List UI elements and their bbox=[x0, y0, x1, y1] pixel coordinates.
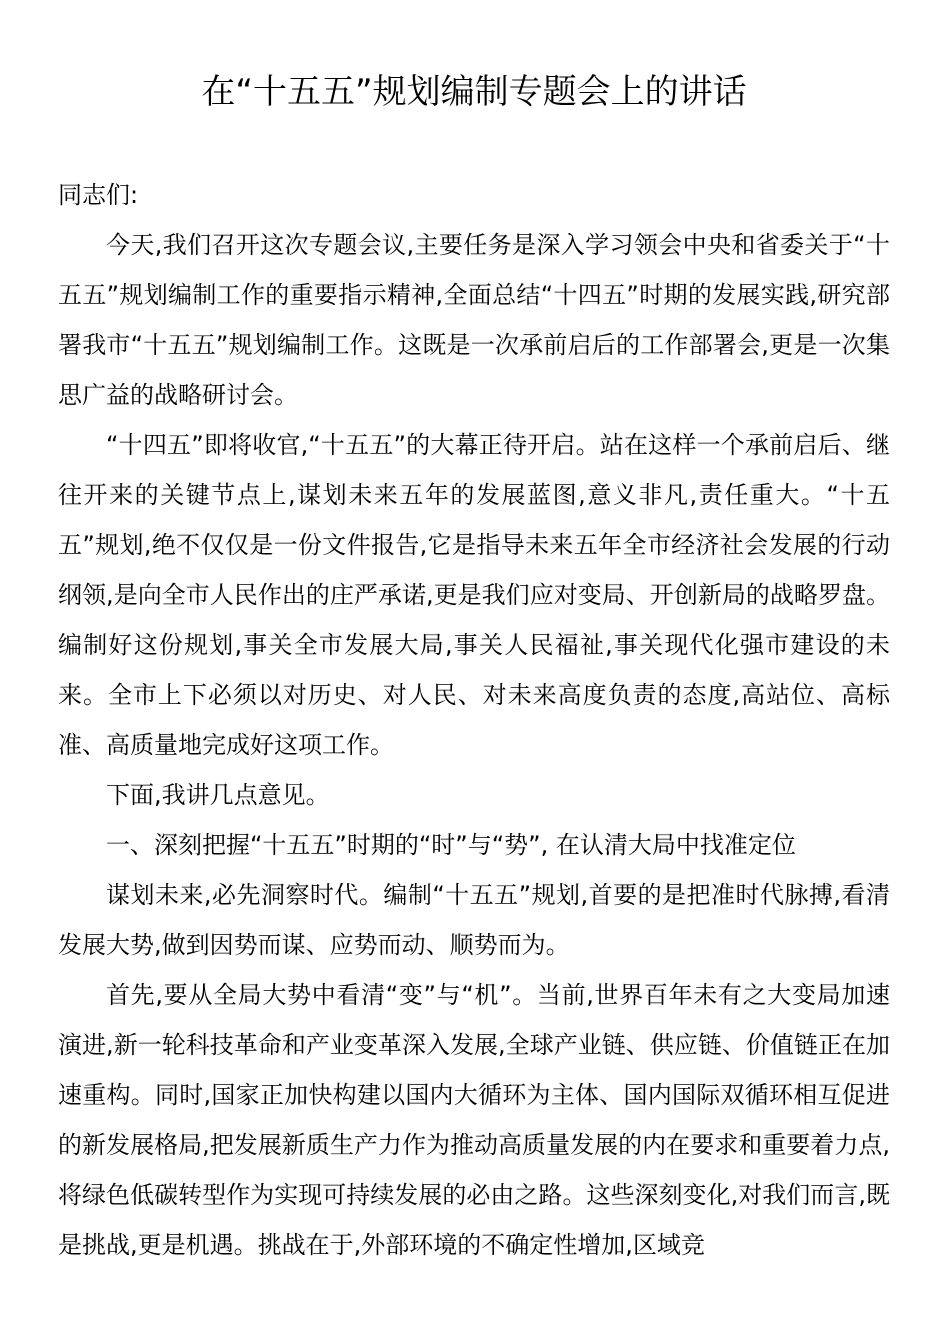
paragraph-transition: 下面,我讲几点意见。 bbox=[106, 781, 330, 809]
section-heading-1: 一、深刻把握“十五五”时期的“时”与“势”, 在认清大局中找准定位 bbox=[106, 831, 796, 859]
salutation: 同志们: bbox=[58, 181, 139, 209]
paragraph-first-point: 首先,要从全局大势中看清“变”与“机”。当前,世界百年未有之大变局加速演进,新一轮科技革命和产业变革深入发展,全球产业链、供应链、价值链正在加速重构。同时,国家正加快构建以国内大循环为主体、国内国际双循环相互促进的新发展格局,把发展新质生产力作为推动高质量发展的内在要求和重要着力点,将绿色低碳转型作为实现可持续发展的必由之路。这些深刻变化,对我们而言,既是挑战,更是机遇。挑战在于,外部环境的不确定性增加,区域竞 bbox=[58, 981, 890, 1259]
paragraph-significance: “十四五”即将收官,“十五五”的大幕正待开启。站在这样一个承前启后、继往开来的关键节点上,谋划未来五年的发展蓝图,意义非凡,责任重大。“十五五”规划,绝不仅仅是一份文件报告,它是指导未来五年全市经济社会发展的行动纲领,是向全市人民作出的庄严承诺,更是我们应对变局、开创新局的战略罗盘。编制好这份规划,事关全市发展大局,事关人民福祉,事关现代化强市建设的未来。全市上下必须以对历史、对人民、对未来高度负责的态度,高站位、高标准、高质量地完成好这项工作。 bbox=[58, 431, 890, 759]
paragraph-opening: 今天,我们召开这次专题会议,主要任务是深入学习领会中央和省委关于“十五五”规划编制工作的重要指示精神,全面总结“十四五”时期的发展实践,研究部署我市“十五五”规划编制工作。这既是一次承前启后的工作部署会,更是一次集思广益的战略研讨会。 bbox=[58, 231, 890, 409]
paragraph-section-intro: 谋划未来,必先洞察时代。编制“十五五”规划,首要的是把准时代脉搏,看清发展大势,做到因势而谋、应势而动、顺势而为。 bbox=[58, 881, 890, 959]
document-title: 在“十五五”规划编制专题会上的讲话 bbox=[201, 72, 747, 112]
